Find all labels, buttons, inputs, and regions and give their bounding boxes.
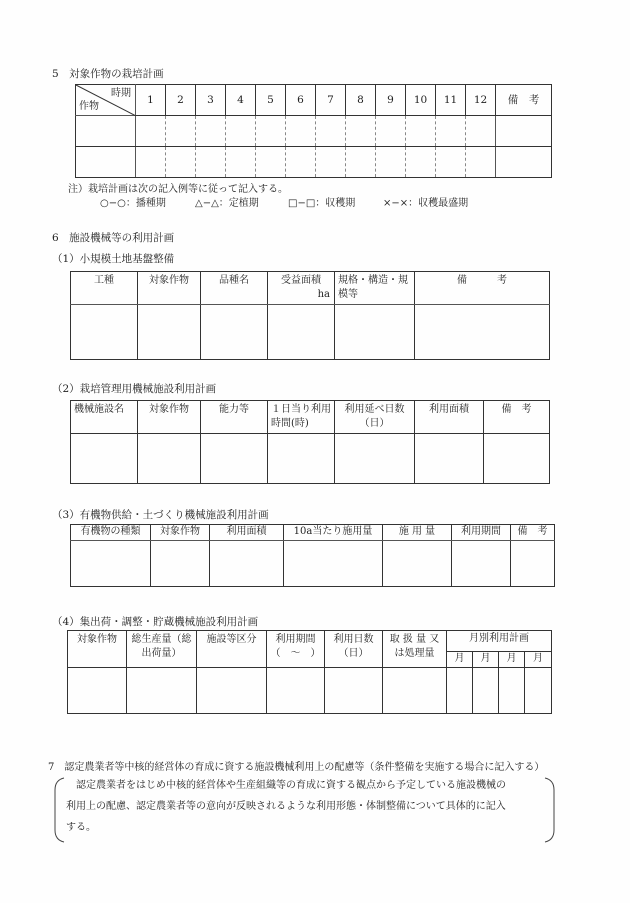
table-cell[interactable] [383, 541, 452, 587]
shipping-storage-table [67, 630, 552, 714]
month-cell[interactable] [346, 147, 376, 178]
section-7-title: 7 認定農業者等中核的経営体の育成に資する施設機械利用上の配慮等（条件整備を実施する場合に記入する） [48, 762, 545, 773]
remark-cell[interactable] [496, 147, 552, 178]
header-target-crop: 対象作物 [138, 272, 201, 305]
header-use-days: 利用日数（日） [325, 631, 383, 668]
instruction-line-1: 認定農業者をはじめ中核的経営体や生産組織等の育成に資する観点から予定している施設機械の [66, 780, 506, 791]
table-row [71, 305, 550, 360]
header-handling-volume: 取 扱 量 又は処理量 [383, 631, 447, 668]
sub4-title: （4）集出荷・調整・貯蔵機械施設利用計画 [52, 616, 259, 628]
month-cell[interactable] [166, 116, 196, 147]
header-variety: 品種名 [201, 272, 268, 305]
header-per-10a: 10a当たり施用量 [284, 525, 383, 541]
month-cell[interactable] [316, 147, 346, 178]
month-header: 7 [316, 85, 346, 116]
table-cell[interactable] [127, 668, 197, 714]
table-cell[interactable] [473, 668, 499, 714]
table-cell[interactable] [511, 541, 555, 587]
header-daily-hours: １日当り利用時間(時) [268, 401, 335, 434]
header-total-days: 利用延べ日数（日） [335, 401, 415, 434]
month-header: 11 [436, 85, 466, 116]
header-benefit-area [268, 272, 335, 305]
table-row [76, 147, 552, 178]
month-header: 5 [256, 85, 286, 116]
legend-planting: △−△：定植期 [195, 198, 259, 209]
header-month: 月 [525, 652, 552, 668]
table-cell[interactable] [138, 305, 201, 360]
table-cell[interactable] [415, 305, 550, 360]
table-cell[interactable] [71, 305, 138, 360]
table-cell[interactable] [267, 668, 325, 714]
table-cell[interactable] [268, 305, 335, 360]
month-header: 8 [346, 85, 376, 116]
right-bracket-icon [543, 776, 557, 844]
header-facility-category: 施設等区分 [197, 631, 267, 668]
table-cell[interactable] [325, 668, 383, 714]
table-cell[interactable] [268, 434, 335, 484]
header-target-crop: 対象作物 [68, 631, 127, 668]
header-use-area: 利用面積 [210, 525, 284, 541]
month-cell[interactable] [436, 147, 466, 178]
header-organic-type: 有機物の種類 [71, 525, 151, 541]
sub1-title: （1）小規模土地基盤整備 [52, 253, 175, 265]
header-month: 月 [473, 652, 499, 668]
table-cell[interactable] [197, 668, 267, 714]
month-cell[interactable] [406, 116, 436, 147]
table-cell[interactable] [525, 668, 552, 714]
crop-label: 作物 [79, 101, 99, 112]
month-cell[interactable] [316, 116, 346, 147]
benefit-area-label: 受益面積 [281, 275, 321, 286]
corner-cell [76, 85, 136, 116]
table-cell[interactable] [201, 305, 268, 360]
table-row [71, 434, 550, 484]
cultivation-note: 注）栽培計画は次の記入例等に従って記入する。 [68, 184, 288, 195]
legend-peak-harvest: ×−×：収穫最盛期 [383, 198, 469, 209]
month-cell[interactable] [166, 147, 196, 178]
month-header: 10 [406, 85, 436, 116]
table-cell[interactable] [138, 434, 201, 484]
table-cell[interactable] [335, 305, 415, 360]
table-row [76, 116, 552, 147]
period-label: 時期 [111, 88, 131, 99]
month-cell[interactable] [286, 116, 316, 147]
table-row [68, 668, 552, 714]
month-cell[interactable] [466, 147, 496, 178]
month-cell[interactable] [436, 116, 466, 147]
section-6-title: 6 施設機械等の利用計画 [52, 232, 175, 244]
month-cell[interactable] [376, 116, 406, 147]
month-cell[interactable] [196, 116, 226, 147]
header-machine-name: 機械施設名 [71, 401, 138, 434]
header-use-period: 利用期間 [452, 525, 511, 541]
header-use-period: 利用期間（ 〜 ） [267, 631, 325, 668]
cultivation-plan-table [75, 84, 552, 178]
table-cell[interactable] [335, 434, 415, 484]
header-work-type: 工種 [71, 272, 138, 305]
remark-cell[interactable] [496, 116, 552, 147]
table-cell[interactable] [383, 668, 447, 714]
month-cell[interactable] [136, 116, 166, 147]
header-remark: 備 考 [415, 272, 550, 305]
header-remark: 備 考 [511, 525, 555, 541]
header-target-crop: 対象作物 [151, 525, 210, 541]
table-cell[interactable] [68, 668, 127, 714]
month-cell[interactable] [466, 116, 496, 147]
month-cell[interactable] [406, 147, 436, 178]
month-header: 6 [286, 85, 316, 116]
month-cell[interactable] [136, 147, 166, 178]
month-cell[interactable] [376, 147, 406, 178]
header-total-production: 総生産量（総出荷量） [127, 631, 197, 668]
month-cell[interactable] [226, 147, 256, 178]
table-cell[interactable] [452, 541, 511, 587]
header-monthly-plan: 月別利用計画 [447, 631, 552, 652]
month-header: 9 [376, 85, 406, 116]
table-cell[interactable] [71, 434, 138, 484]
header-spec: 規格・構造・規模等 [335, 272, 415, 305]
table-cell[interactable] [484, 434, 550, 484]
table-row [71, 541, 555, 587]
legend-harvest: □−□：収穫期 [288, 198, 356, 209]
organic-matter-table [70, 524, 555, 587]
crop-cell[interactable] [76, 116, 136, 147]
table-cell[interactable] [210, 541, 284, 587]
month-cell[interactable] [196, 147, 226, 178]
month-cell[interactable] [286, 147, 316, 178]
month-cell[interactable] [226, 116, 256, 147]
cultivation-machinery-table [70, 400, 550, 484]
month-header: 3 [196, 85, 226, 116]
unit-ha: ha [317, 289, 330, 300]
table-cell[interactable] [71, 541, 151, 587]
month-header: 1 [136, 85, 166, 116]
header-capacity: 能力等 [201, 401, 268, 434]
month-cell[interactable] [256, 147, 286, 178]
header-target-crop: 対象作物 [138, 401, 201, 434]
legend-sowing: ○−○：播種期 [100, 198, 166, 209]
header-remark: 備 考 [484, 401, 550, 434]
month-cell[interactable] [346, 116, 376, 147]
month-cell[interactable] [256, 116, 286, 147]
month-header: 4 [226, 85, 256, 116]
header-month: 月 [447, 652, 473, 668]
table-cell[interactable] [151, 541, 210, 587]
instruction-line-2: 利用上の配慮、認定農業者等の意向が反映されるような利用形態・体制整備について具体的に記入 [66, 801, 506, 812]
sub2-title: （2）栽培管理用機械施設利用計画 [52, 383, 217, 395]
table-cell[interactable] [415, 434, 484, 484]
crop-cell[interactable] [76, 147, 136, 178]
instruction-line-3: する。 [66, 822, 96, 833]
table-cell[interactable] [447, 668, 473, 714]
table-cell[interactable] [284, 541, 383, 587]
month-header: 12 [466, 85, 496, 116]
section-5-title: 5 対象作物の栽培計画 [52, 68, 164, 80]
left-bracket-icon [52, 776, 66, 844]
header-use-area: 利用面積 [415, 401, 484, 434]
table-cell[interactable] [499, 668, 525, 714]
land-improvement-table [70, 271, 550, 360]
sub3-title: （3）有機物供給・土づくり機械施設利用計画 [52, 509, 269, 521]
header-application-amount: 施 用 量 [383, 525, 452, 541]
remark-header: 備 考 [496, 85, 552, 116]
table-cell[interactable] [201, 434, 268, 484]
header-month: 月 [499, 652, 525, 668]
month-header: 2 [166, 85, 196, 116]
